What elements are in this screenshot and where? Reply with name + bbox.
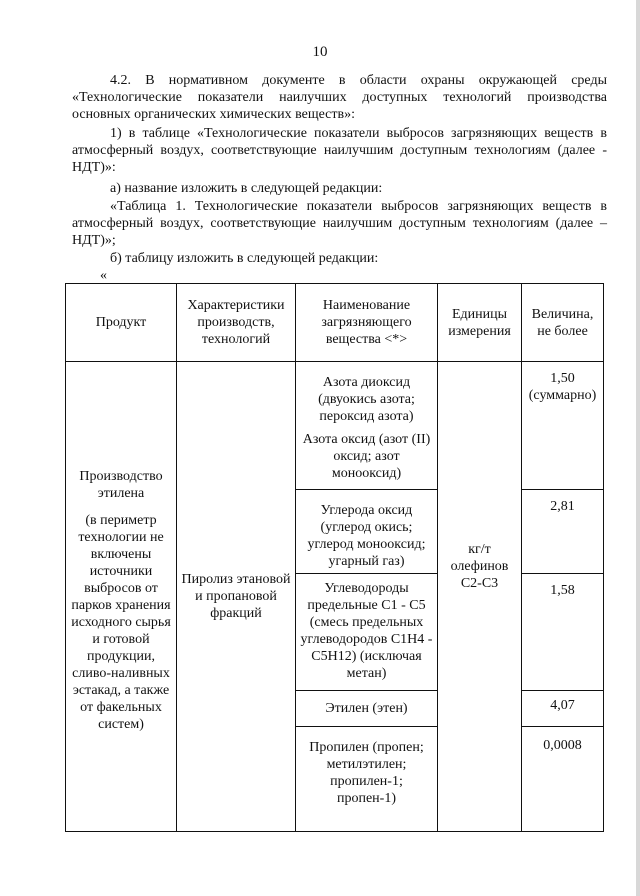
technology-cell: Пиролиз этановой и пропановой фракций: [177, 362, 296, 832]
value-cell: 1,50 (суммарно): [522, 362, 604, 490]
units-cell: кг/т олефинов С2-С3: [438, 362, 522, 832]
header-product: Продукт: [66, 284, 177, 362]
substance-carbon-monoxide: Углерода оксид (углерод окись; углерод монооксид; угарный газ): [296, 490, 438, 574]
emissions-table: [65, 283, 604, 832]
header-substance: Наименование загрязняющего вещества <*>: [296, 284, 438, 362]
paragraph-item-a: а) название изложить в следующей редакции:: [110, 181, 383, 196]
value-cell: 0,0008: [522, 727, 604, 832]
substance-propylene: Пропилен (пропен; метилэтилен; пропилен-1; пропен-1): [296, 727, 438, 832]
paragraph-4-2: 4.2. В нормативном документе в области охраны окружающей среды «Технологические показатели наилучших доступных технологий производства основных органических химических веществ»:: [72, 73, 607, 122]
substance-ethylene: Этилен (этен): [296, 691, 438, 727]
header-value: Величина, не более: [522, 284, 604, 362]
paragraph-table-title: «Таблица 1. Технологические показатели выбросов загрязняющих веществ в атмосферный воздух, соответствующие наилучшим доступным технологиям (далее – НДТ)»;: [72, 199, 607, 248]
value-cell: 1,58: [522, 574, 604, 691]
substance-nitrogen-oxide: Азота оксид (азот (II) оксид; азот монооксид): [302, 432, 431, 481]
header-characteristics: Характеристики производств, технологий: [177, 284, 296, 362]
substance-cell: [296, 362, 438, 490]
value-cell: 2,81: [522, 490, 604, 574]
paragraph-item-1: 1) в таблице «Технологические показатели выбросов загрязняющих веществ в атмосферный воздух, соответствующие наилучшим доступным технологиям (далее - НДТ)»:: [72, 126, 607, 175]
product-cell: [66, 362, 177, 832]
product-note: (в периметр технологии не включены источники выбросов от парков хранения исходного сырья и готовой продукции, сливо-наливных эстакад, а также от факельных систем): [71, 513, 171, 732]
open-quote: «: [100, 268, 107, 283]
page-number: 10: [312, 44, 328, 60]
scan-edge: [636, 0, 640, 896]
substance-hydrocarbons: Углеводороды предельные С1 - С5 (смесь предельных углеводородов С1Н4 - С5Н12) (исключая метан): [296, 574, 438, 691]
table-header-row: [66, 284, 604, 362]
value-cell: 4,07: [522, 691, 604, 727]
table-row: [66, 362, 604, 490]
header-units: Единицы измерения: [438, 284, 522, 362]
substance-nitrogen-dioxide: Азота диоксид (двуокись азота; пероксид азота): [318, 375, 415, 424]
paragraph-item-b: б) таблицу изложить в следующей редакции:: [110, 251, 379, 266]
product-name: Производство этилена: [79, 469, 163, 501]
